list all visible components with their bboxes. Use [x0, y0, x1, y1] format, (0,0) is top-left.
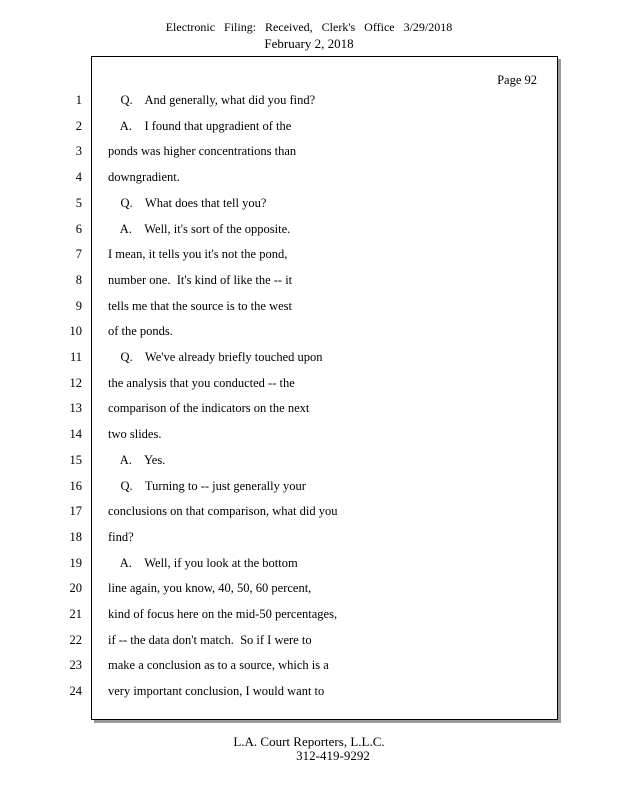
- line-text: tells me that the source is to the west: [108, 298, 292, 313]
- line-text: Q. What does that tell you?: [108, 195, 267, 210]
- line-number: 16: [69, 478, 82, 493]
- line-number: 15: [69, 452, 82, 467]
- line-number: 23: [69, 658, 82, 673]
- filing-stamp: Electronic Filing: Received, Clerk's Office 3/29/2018: [165, 20, 453, 34]
- line-number: 24: [69, 684, 82, 699]
- line-text: A. Well, if you look at the bottom: [108, 555, 298, 570]
- reporter-phone: 312-419-9292: [296, 748, 370, 763]
- line-number: 17: [69, 504, 82, 519]
- line-text: Q. We've already briefly touched upon: [108, 350, 323, 364]
- line-number: 12: [69, 375, 82, 390]
- line-number: 5: [75, 195, 82, 210]
- line-text: two slides.: [108, 427, 162, 442]
- line-number: 14: [69, 427, 82, 442]
- line-number: 4: [75, 170, 82, 185]
- line-text: if -- the data don't match. So if I were to: [108, 632, 312, 647]
- line-text: A. Well, it's sort of the opposite.: [108, 221, 291, 236]
- line-number: 18: [69, 529, 82, 544]
- line-text: line again, you know, 40, 50, 60 percent,: [108, 581, 312, 596]
- line-number: 21: [69, 607, 82, 621]
- line-text: Q. And generally, what did you find?: [108, 93, 316, 107]
- line-number: 7: [75, 247, 82, 262]
- line-text: make a conclusion as to a source, which is a: [108, 658, 329, 673]
- line-number: 9: [75, 298, 82, 313]
- line-text: kind of focus here on the mid-50 percentages,: [108, 607, 338, 621]
- line-number: 1: [75, 93, 82, 107]
- line-number: 8: [75, 272, 82, 287]
- line-number: 2: [75, 118, 82, 133]
- line-text: A. I found that upgradient of the: [108, 118, 292, 133]
- line-text: A. Yes.: [108, 452, 166, 467]
- line-text: find?: [108, 529, 134, 544]
- line-number: 19: [69, 555, 82, 570]
- line-text: ponds was higher concentrations than: [108, 144, 297, 159]
- line-text: number one. It's kind of like the -- it: [108, 272, 293, 287]
- line-text: conclusions on that comparison, what did you: [108, 504, 338, 519]
- transcript-page: [69, 56, 558, 720]
- line-text: of the ponds.: [108, 324, 173, 339]
- line-number: 10: [69, 324, 82, 339]
- line-number: 22: [69, 632, 82, 647]
- line-text: the analysis that you conducted -- the: [108, 375, 295, 390]
- line-text: very important conclusion, I would want to: [108, 684, 325, 699]
- line-text: I mean, it tells you it's not the pond,: [108, 247, 288, 262]
- line-number: 6: [75, 221, 82, 236]
- line-text: Q. Turning to -- just generally your: [108, 478, 306, 493]
- line-number: 11: [69, 350, 82, 364]
- line-number: 13: [69, 401, 82, 416]
- transcript-date: February 2, 2018: [264, 36, 354, 51]
- line-number: 20: [69, 581, 82, 596]
- line-text: comparison of the indicators on the next: [108, 401, 310, 416]
- line-text: downgradient.: [108, 170, 180, 185]
- page-number: Page 92: [497, 73, 537, 87]
- reporter-company: L.A. Court Reporters, L.L.C.: [233, 734, 385, 749]
- line-number: 3: [75, 144, 82, 159]
